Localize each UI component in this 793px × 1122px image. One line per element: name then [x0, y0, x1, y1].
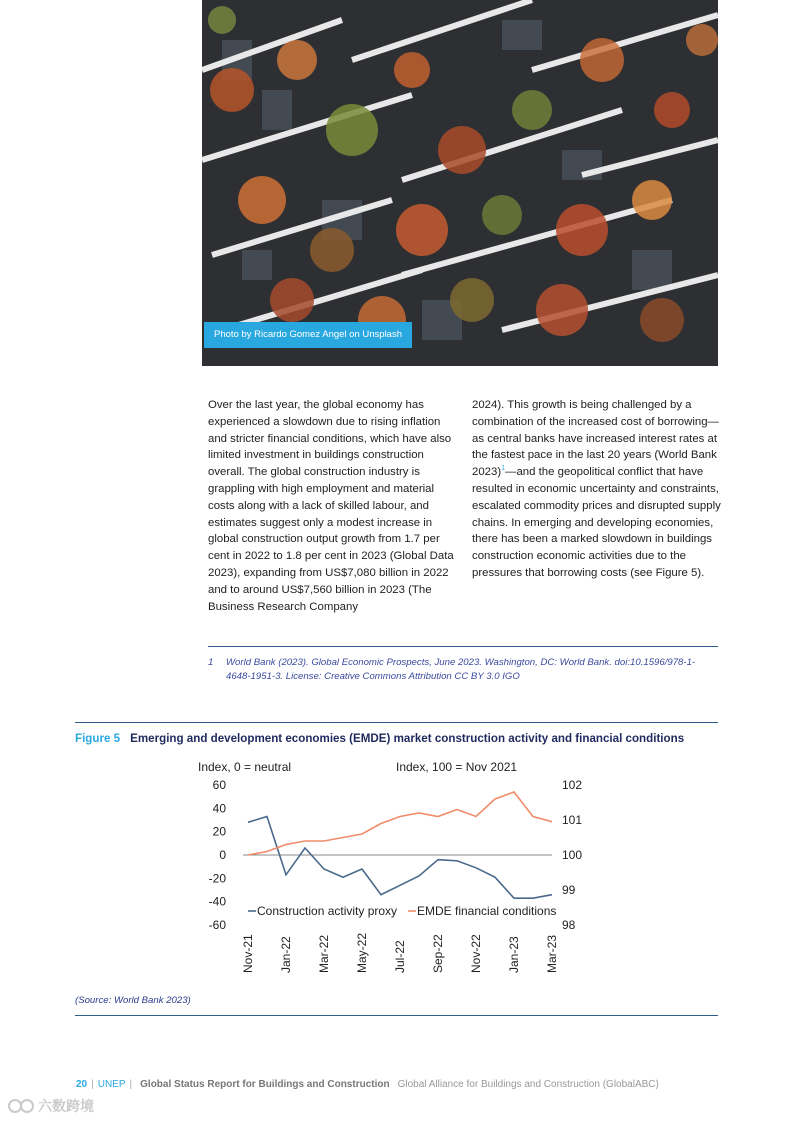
building-photo — [202, 0, 718, 366]
left-tick-label: -40 — [208, 894, 226, 909]
watermark-logo-icon — [8, 1098, 34, 1114]
figure-chart — [190, 755, 600, 980]
right-axis-label: Index, 100 = Nov 2021 — [396, 760, 518, 774]
right-tick-label: 101 — [562, 813, 583, 827]
source-prefix: (Source: — [75, 995, 114, 1006]
footnote-reference[interactable]: 1 — [501, 465, 506, 473]
vertical-forest-illustration — [202, 0, 718, 366]
x-tick-label: Nov-22 — [469, 934, 483, 973]
page-footer — [76, 1079, 659, 1090]
series-line-financial-conditions — [248, 792, 552, 855]
figure-title — [75, 732, 684, 745]
x-tick-label: Jul-22 — [393, 940, 407, 973]
right-tick-label: 102 — [562, 778, 583, 792]
left-axis-label: Index, 0 = neutral — [198, 760, 292, 774]
figure-caption: Emerging and development economies (EMDE) market construction activity and financial conditions — [130, 732, 685, 745]
series-line-construction-activity — [248, 817, 552, 899]
body-right-part-a: 2024). This growth is being challenged by a combination of the increased cost of borrowing—as central banks have increased interest rates at the fastest pace in the last 20 years (World Bank 2023) — [472, 399, 719, 479]
footer-separator: | — [91, 1079, 94, 1090]
watermark-text: 六数跨境 — [38, 1098, 94, 1114]
x-tick-label: Jan-22 — [279, 936, 293, 973]
source-suffix: ) — [187, 995, 191, 1006]
footer-org: UNEP — [97, 1079, 126, 1090]
body-paragraph-left: Over the last year, the global economy has experienced a slowdown due to rising inflation and stricter financial conditions, which have also limited investment in buildings construction overall. The global construction industry is grappling with high employment and material costs along with a lack of skilled labour, and estimates suggest only a modest increase in global construction output growth from 1.7 per cent in 2022 to 1.8 per cent in 2023 (Global Data 2023), expanding from US$7,080 billion in 2022 and to around US$7,560 billion in 2023 (The Business Research Company — [208, 399, 454, 613]
chart-svg — [190, 755, 600, 980]
footer-report-title: Global Status Report for Buildings and Construction — [140, 1079, 390, 1090]
source-reference[interactable]: World Bank 2023 — [113, 995, 188, 1006]
page-number: 20 — [76, 1079, 88, 1090]
figure-top-divider — [75, 722, 718, 723]
footnote-divider — [208, 646, 718, 647]
x-tick-label: May-22 — [355, 932, 369, 973]
figure-source — [75, 995, 191, 1006]
x-tick-label: Jan-23 — [507, 936, 521, 973]
x-tick-label: Sep-22 — [431, 934, 445, 973]
body-paragraph-right — [472, 397, 722, 582]
legend-financial-conditions: EMDE financial conditions — [417, 904, 557, 918]
left-tick-label: 40 — [212, 801, 226, 816]
body-right-part-b: —and the geopolitical conflict that have resulted in economic uncertainty and constraints, escalated commodity prices and disrupted supply chains. In emerging and developing economies, there has been a marked slowdown in buildings construction economic activities due to the pressures that borrowing costs (see Figure 5). — [472, 466, 721, 579]
x-tick-label: Mar-22 — [317, 934, 331, 973]
x-tick-label: Mar-23 — [545, 934, 559, 973]
left-tick-label: 0 — [219, 848, 226, 862]
left-tick-label: -20 — [208, 871, 226, 886]
footer-alliance: Global Alliance for Buildings and Construction (GlobalABC) — [397, 1079, 659, 1090]
right-tick-label: 100 — [562, 848, 583, 862]
watermark — [8, 1096, 94, 1116]
figure-number: Figure 5 — [75, 732, 121, 745]
right-tick-label: 98 — [562, 918, 576, 932]
x-tick-label: Nov-21 — [241, 934, 255, 973]
figure-bottom-divider — [75, 1015, 718, 1016]
right-tick-label: 99 — [562, 883, 576, 897]
left-tick-label: 20 — [212, 824, 226, 839]
left-tick-label: 60 — [212, 778, 226, 792]
footer-separator: | — [129, 1079, 133, 1090]
legend-construction-activity: Construction activity proxy — [257, 904, 398, 918]
left-tick-label: -60 — [208, 918, 226, 932]
footnote-text: World Bank (2023). Global Economic Prospects, June 2023. Washington, DC: World Bank. doi:10.1596/978-1-4648-1951-3. License: Creative Commons Attribution CC BY 3.0 IGO — [226, 657, 696, 682]
footnote-number: 1 — [208, 657, 214, 668]
photo-credit-label: Photo by Ricardo Gomez Angel on Unsplash — [204, 322, 412, 348]
